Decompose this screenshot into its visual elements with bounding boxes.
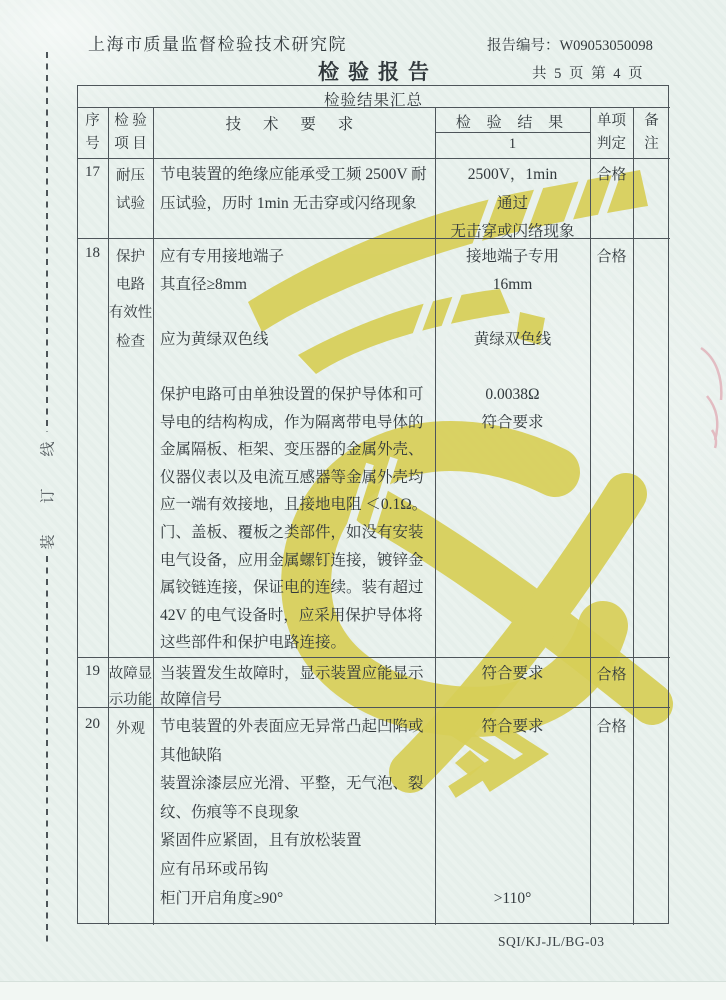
result-cell: 接地端子专用 16mm 黄绿双色线 0.0038Ω 符合要求 (465, 248, 559, 431)
institute-name: 上海市质量监督检验技术研究院 (88, 35, 347, 54)
pagination: 共 5 页 第 4 页 (532, 66, 645, 82)
seq-cell: 17 (85, 164, 100, 180)
column-header-verdict: 单项 判定 (597, 113, 626, 152)
verdict-cell: 合格 (596, 167, 627, 183)
requirement-cell: 应有专用接地端子 其直径≥8mm 应为黄绿双色线 保护电路可由单独设置的保护导体和可 导电的结构构成，作为隔离带电导体的 金属隔板、柜架、变压器的金属外壳、 仪器仪表以及电流互感器等金属外壳均 应一端有效接地，且接地电阻 ＜0.1Ω。 门、盖板、覆板之类部件，如没有安装 电气设备，应用金属螺钉连接，镀锌金 属铰链连接，保证电的连续。装有超过 42V 的电气设备时，应采用保护导体将 这些部件和保护电路连接。 (160, 248, 428, 652)
verdict-cell: 合格 (596, 667, 627, 683)
binding-line-upper (46, 52, 48, 432)
item-cell: 外观 (116, 721, 145, 737)
seq-cell: 19 (85, 663, 100, 679)
result-cell: 2500V，1min 通过 无击穿或闪络现象 (450, 166, 575, 241)
column-header-note: 备 注 (644, 113, 659, 152)
binding-label-char: 线 (40, 441, 57, 457)
requirement-cell: 当装置发生故障时，显示装置应能显示 故障信号 (160, 665, 424, 708)
report-number-value: W09053050098 (559, 38, 653, 54)
form-code: SQI/KJ-JL/BG-03 (498, 934, 605, 949)
binding-label-char: 订 (40, 488, 57, 504)
binding-label-char: 装 (40, 534, 57, 550)
binding-line-lower (46, 556, 48, 946)
page-bottom-edge (0, 981, 726, 1000)
column-header-seq: 序 号 (85, 113, 100, 152)
result-cell: 符合要求 (481, 665, 544, 682)
requirement-cell: 节电装置的外表面应无异常凸起凹陷或 其他缺陷 装置涂漆层应光滑、平整，无气泡、裂 纹、伤痕等不良现象 紧固件应紧固，且有放松装置 应有吊环或吊钩 柜门开启角度≥90° (160, 718, 424, 907)
table-caption: 检验结果汇总 (323, 92, 423, 109)
column-header-item: 检 验 项 目 (114, 113, 147, 152)
seq-cell: 18 (85, 245, 100, 261)
requirement-cell: 节电装置的绝缘应能承受工频 2500V 耐 压试验，历时 1min 无击穿或闪络现象 (160, 166, 427, 212)
verdict-cell: 合格 (596, 719, 627, 735)
column-header-requirement: 技 术 要 求 (225, 116, 363, 133)
column-header-result: 检 验 结 果 (455, 115, 570, 131)
report-number (487, 34, 653, 55)
item-cell: 故障显 示功能 (108, 666, 153, 708)
result-cell: 符合要求 >110° (481, 718, 544, 907)
seq-cell: 20 (85, 716, 100, 732)
item-cell: 保护 电路 有效性 检查 (108, 249, 153, 350)
verdict-cell: 合格 (596, 249, 627, 265)
item-cell: 耐压 试验 (116, 168, 145, 213)
column-header-result-sub: 1 (508, 136, 517, 152)
report-number-label: 报告编号： (487, 38, 560, 54)
report-title: 检验报告 (318, 60, 438, 84)
